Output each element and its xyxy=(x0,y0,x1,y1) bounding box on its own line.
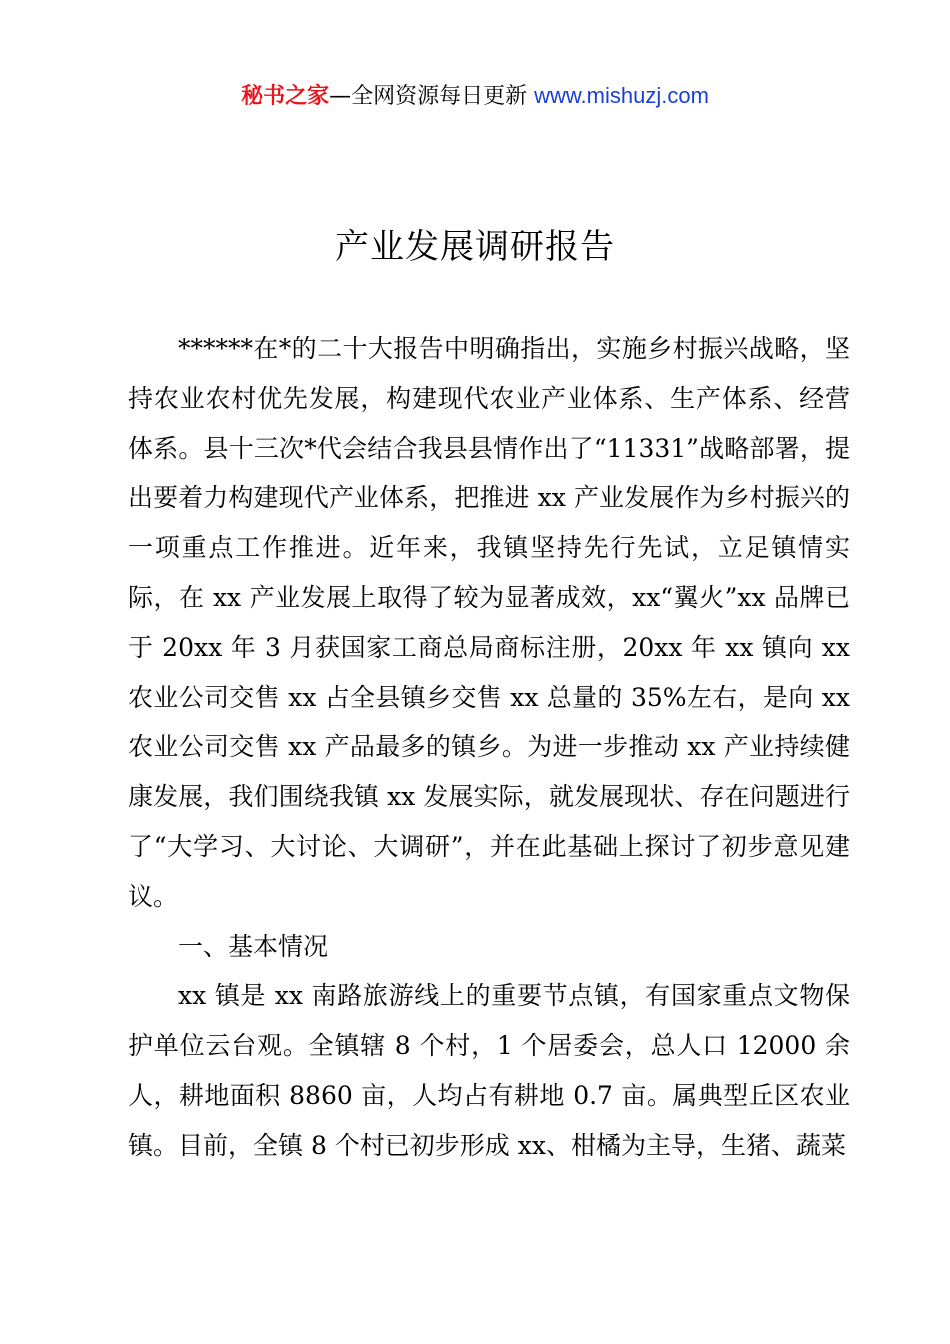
body-paragraph: xx 镇是 xx 南路旅游线上的重要节点镇，有国家重点文物保护单位云台观。全镇辖 8 个村，1 个居委会，总人口 12000 余人，耕地面积 8860 亩，人均占有耕地 0.7 亩。属典型丘区农业镇。目前，全镇 8 个村已初步形成 xx、柑橘为主导，生猪、蔬菜 xyxy=(128,981,850,1160)
document-title: 产业发展调研报告 xyxy=(335,227,615,267)
document-body xyxy=(128,324,850,1171)
section-heading: 一、基本情况 xyxy=(178,931,329,961)
site-header xyxy=(0,80,950,113)
intro-paragraph: ******在*的二十大报告中明确指出，实施乡村振兴战略，坚持农业农村优先发展，构建现代农业产业体系、生产体系、经营体系。县十三次*代会结合我县县情作出了“11331”战略部署，提出要着力构建现代产业体系，把推进 xx 产业发展作为乡村振兴的一项重点工作推进。近年来，我镇坚持先行先试，立足镇情实际，在 xx 产业发展上取得了较为显著成效，xx“翼火”xx 品牌已于 20xx 年 3 月获国家工商总局商标注册，20xx 年 xx 镇向 xx 农业公司交售 xx 占全县镇乡交售 xx 总量的 35%左右，是向 xx 农业公司交售 xx 产品最多的镇乡。为进一步推动 xx 产业持续健康发展，我们围绕我镇 xx 发展实际，就发展现状、存在问题进行了“大学习、大讨论、大调研”，并在此基础上探讨了初步意见建议。 xyxy=(128,334,850,911)
site-brand: 秘书之家 xyxy=(241,84,330,109)
site-url[interactable]: www.mishuzj.com xyxy=(534,83,709,108)
site-tagline: —全网资源每日更新 xyxy=(329,84,535,109)
